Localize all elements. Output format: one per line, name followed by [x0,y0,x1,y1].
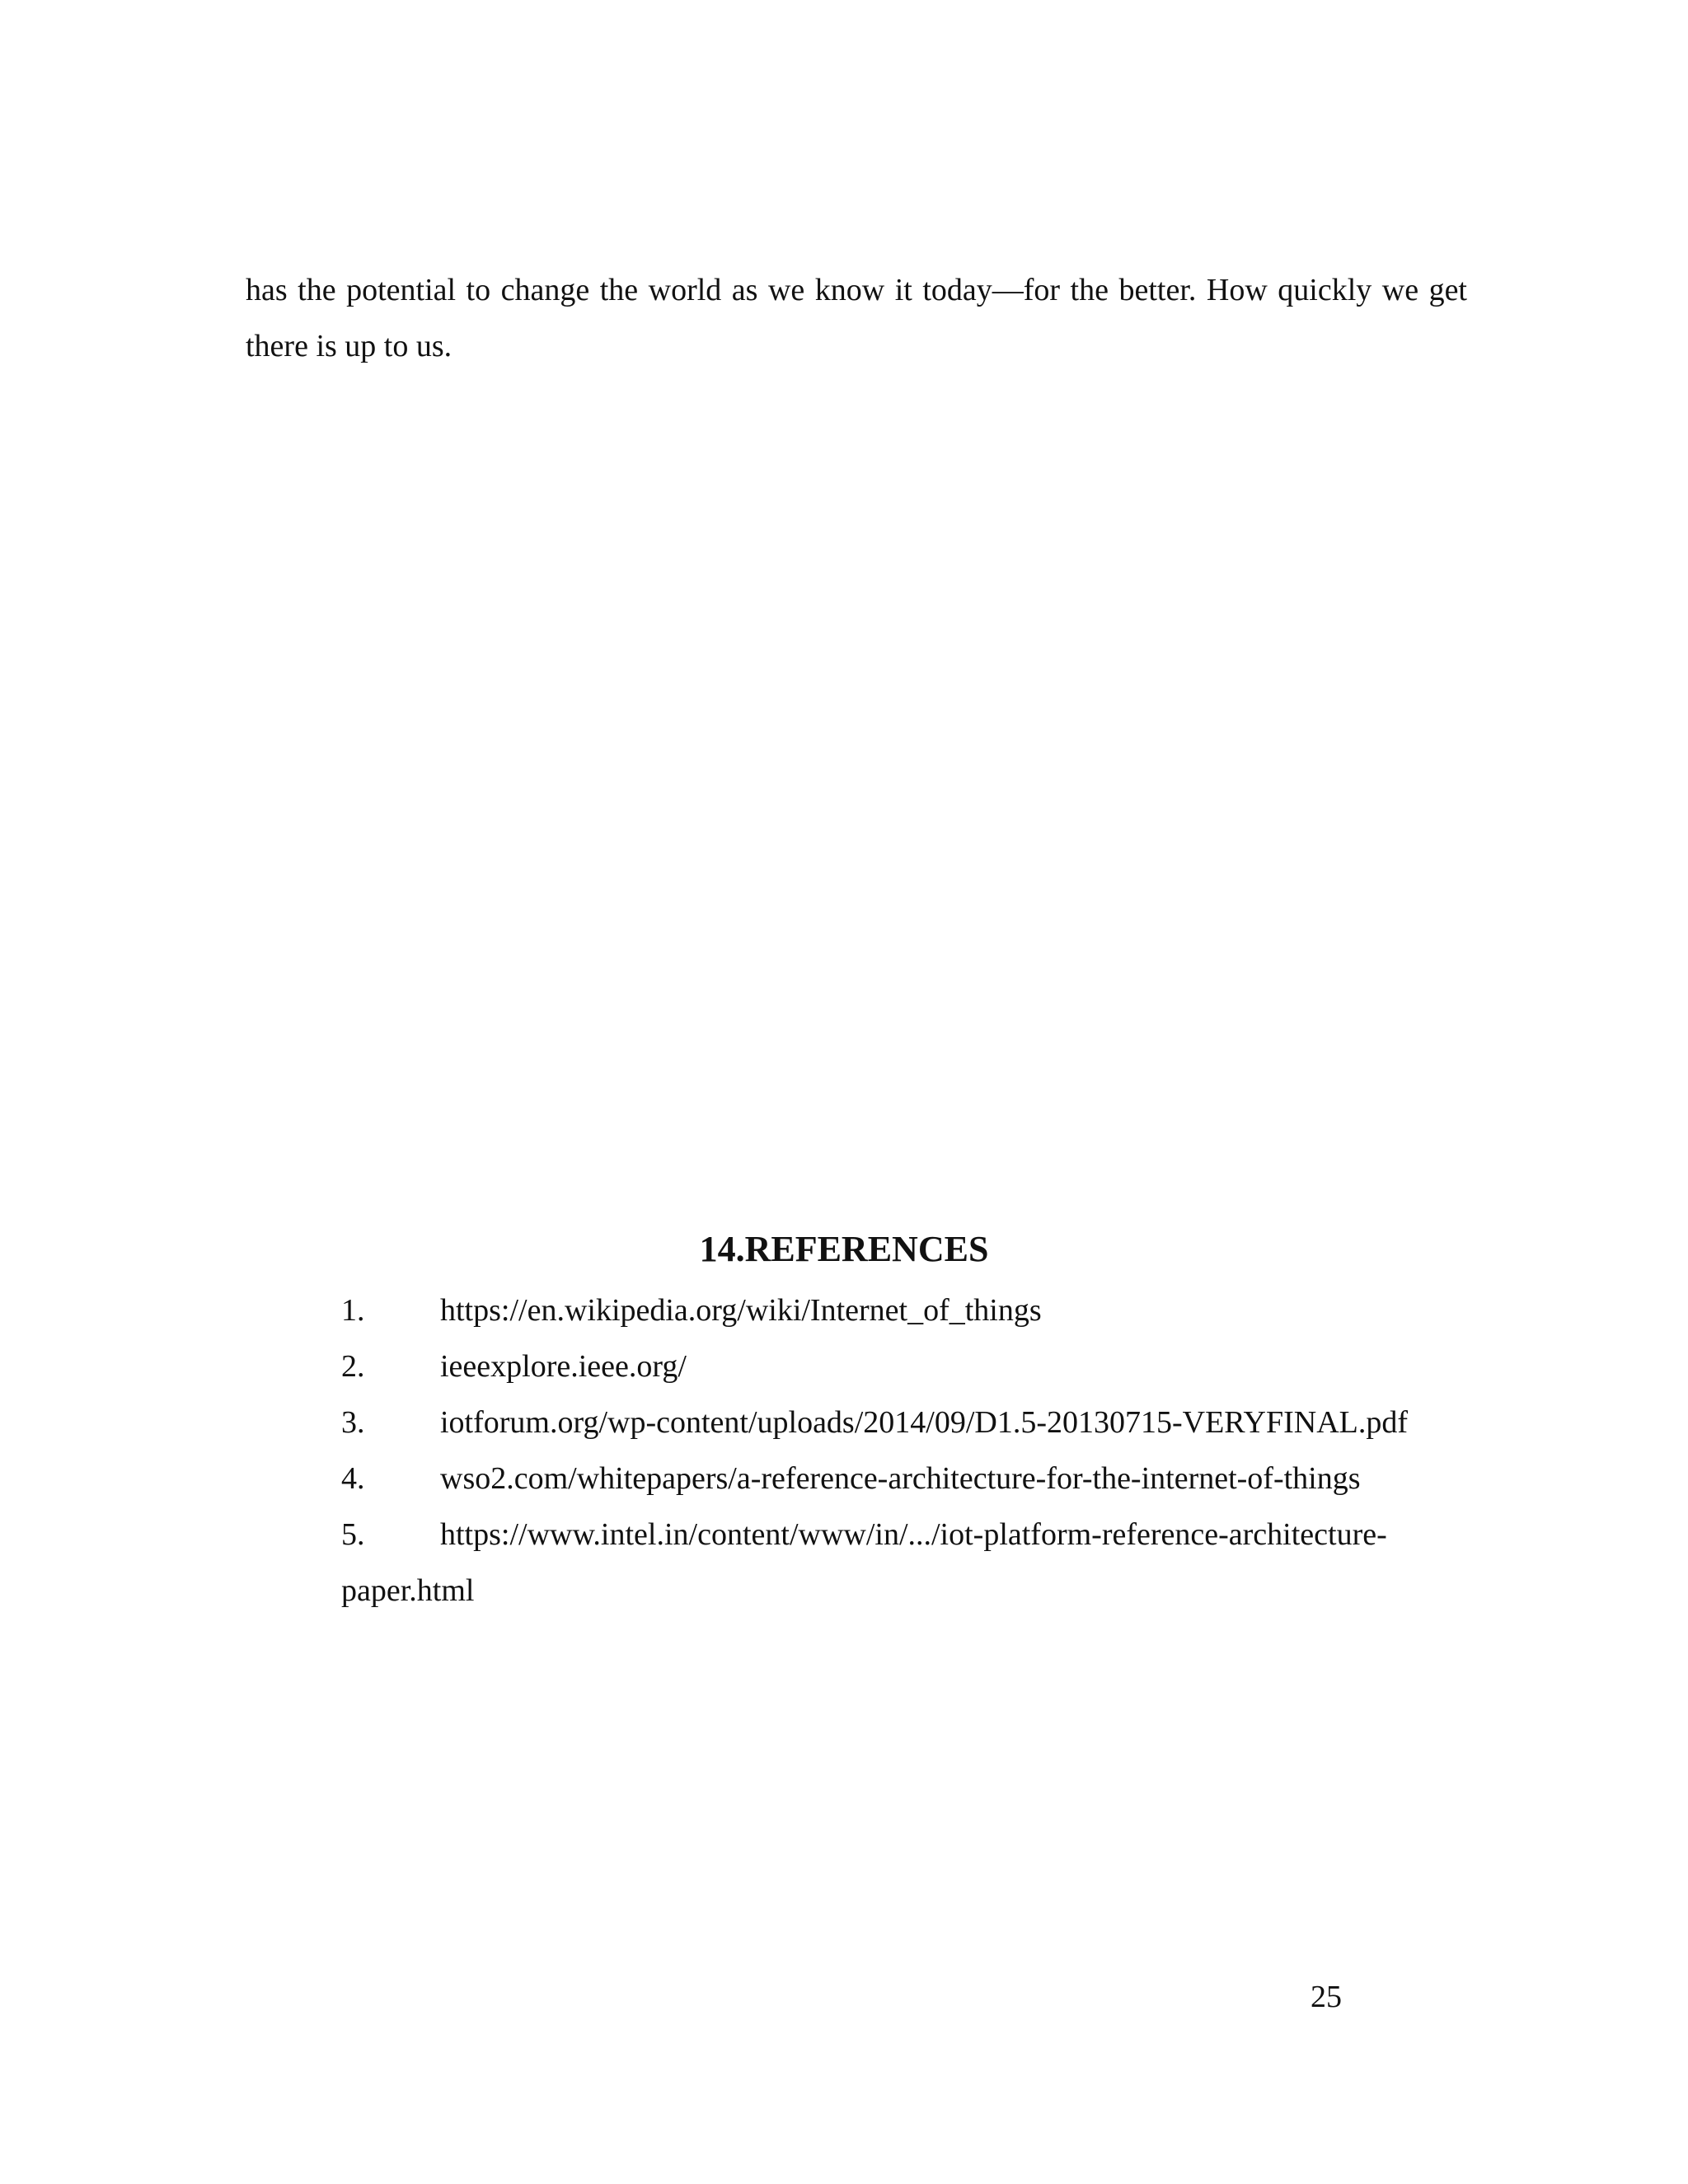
reference-number: 1. [341,1293,365,1328]
reference-link[interactable]: ieeexplore.ieee.org/ [440,1349,687,1384]
reference-item-2 [341,1338,1495,1394]
reference-item-1 [341,1282,1495,1338]
page-number: 25 [1311,1980,1342,2014]
reference-link[interactable]: wso2.com/whitepapers/a-reference-architecture-for-the-internet-of-things [440,1461,1361,1496]
references-list [341,1282,1495,1619]
reference-link[interactable]: https://en.wikipedia.org/wiki/Internet_of_things [440,1293,1042,1328]
reference-number: 3. [341,1405,365,1440]
reference-link[interactable]: iotforum.org/wp-content/uploads/2014/09/D1.5-20130715-VERYFINAL.pdf [440,1405,1409,1440]
reference-number: 5. [341,1517,365,1552]
reference-item-5 [341,1507,1495,1619]
references-heading: 14.REFERENCES [699,1229,989,1269]
reference-item-3 [341,1394,1495,1451]
reference-number: 2. [341,1349,365,1384]
intro-paragraph: has the potential to change the world as we know it today—for the better. How quickly we get there is up to us. [246,273,1467,363]
reference-link[interactable]: https://www.intel.in/content/www/in/.../iot-platform-reference-architecture-paper.html [341,1517,1387,1608]
reference-item-4 [341,1451,1495,1507]
reference-number: 4. [341,1461,365,1496]
